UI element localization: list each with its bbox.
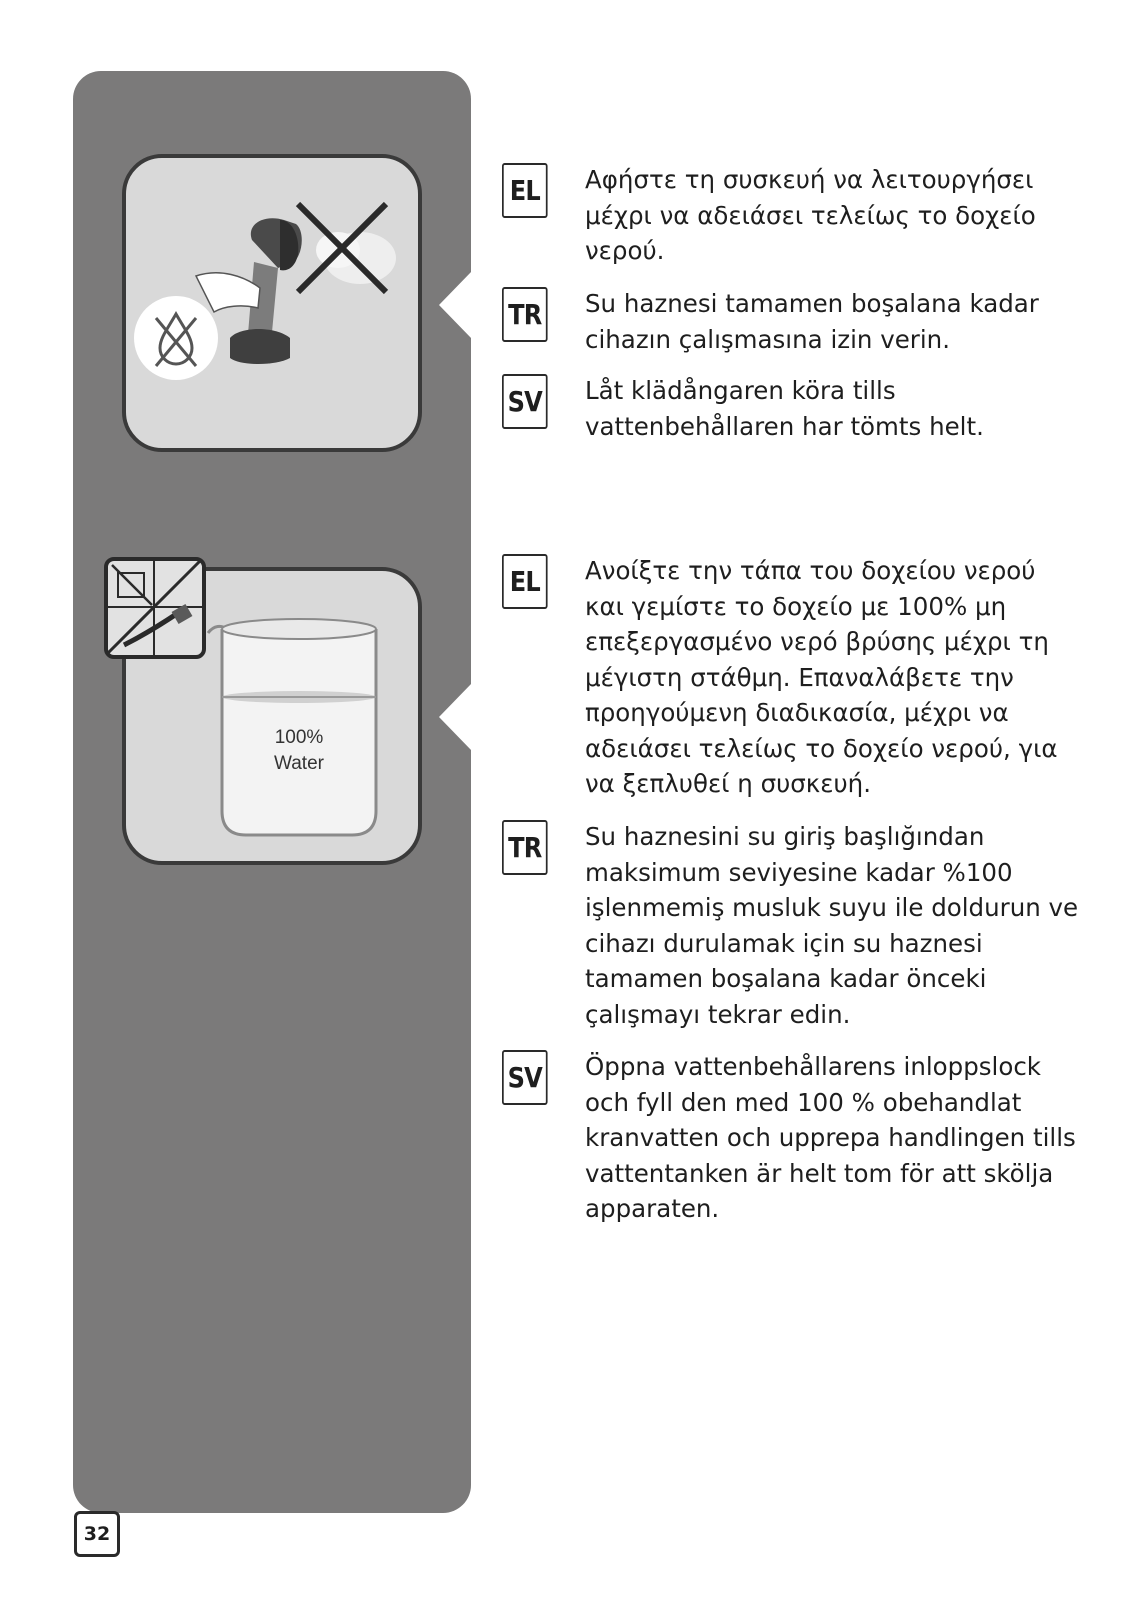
- panel-notch: [439, 271, 472, 339]
- beaker-label-line-1: 100%: [274, 727, 324, 748]
- instruction-el-2: [502, 553, 1082, 802]
- instruction-text: Öppna vattenbehållarens inloppslock och fyll den med 100 % obehandlat kranvatten och upprepa handlingen tills vattentanken är helt tom för att skölja apparaten.: [585, 1052, 1076, 1223]
- instruction-text: Låt klädångaren köra tills vattenbehållaren har tömts helt.: [585, 376, 984, 441]
- unplugged-warning-icon: [104, 557, 206, 659]
- instruction-sv-2: [502, 1049, 1082, 1227]
- steamer-illustration: [122, 154, 422, 452]
- lang-badge-tr: TR: [502, 287, 548, 342]
- steamer-empty-tank-icon: [126, 158, 418, 448]
- lang-badge-el: EL: [502, 163, 548, 218]
- instruction-el-1: [502, 162, 1082, 269]
- instruction-text: Su haznesini su giriş başlığından maksimum seviyesine kadar %100 işlenmemiş musluk suyu ile doldurun ve cihazı durulamak için su haznesi tamamen boşalana kadar önceki çalışmayı tekrar edin.: [585, 822, 1079, 1029]
- lang-badge-tr: TR: [502, 820, 548, 875]
- page-number: 32: [74, 1511, 120, 1557]
- instruction-text: Αφήστε τη συσκευή να λειτουργήσει μέχρι να αδειάσει τελείως το δοχείο νερού.: [585, 165, 1036, 265]
- panel-notch: [439, 683, 472, 751]
- beaker-label-line-2: Water: [274, 753, 324, 774]
- instruction-text: Su haznesi tamamen boşalana kadar cihazın çalışmasına izin verin.: [585, 289, 1039, 354]
- lang-badge-sv: SV: [502, 1050, 548, 1105]
- instruction-text: Ανοίξτε την τάπα του δοχείου νερού και γεμίστε το δοχείο με 100% μη επεξεργασμένο νερό βρύσης μέχρι τη μέγιστη στάθμη. Επαναλάβετε την προηγούμενη διαδικασία, μέχρι να αδειάσει τελείως το δοχείο νερού, για να ξεπλυθεί η συσκευή.: [585, 556, 1058, 798]
- lang-badge-sv: SV: [502, 374, 548, 429]
- instruction-sv-1: [502, 373, 1082, 444]
- instruction-tr-1: [502, 286, 1082, 357]
- lang-badge-el: EL: [502, 554, 548, 609]
- instruction-tr-2: [502, 819, 1082, 1032]
